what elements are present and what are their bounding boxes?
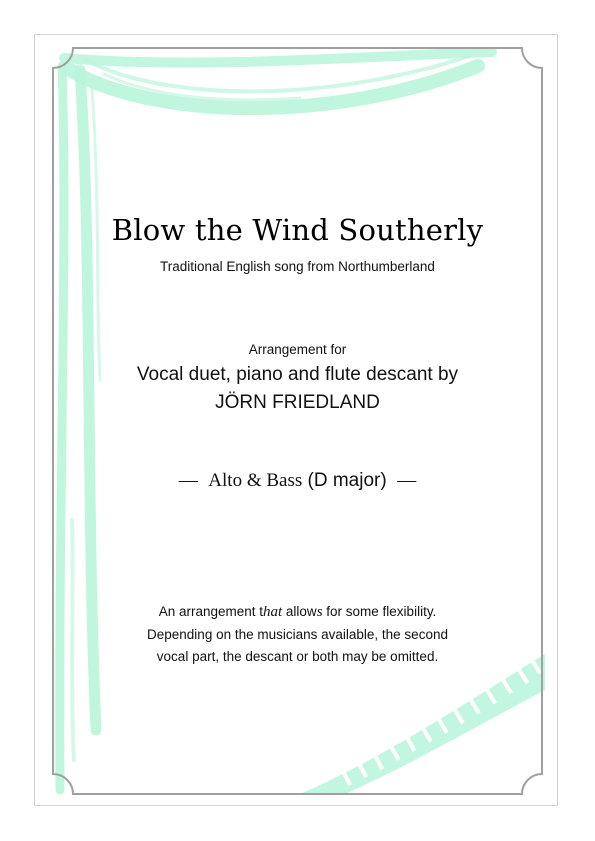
piano-keyboard-decoration — [300, 654, 545, 794]
note-line-3: vocal part, the descant or both may be omitted. — [156, 649, 439, 664]
song-subtitle: Traditional English song from Northumberland — [160, 259, 435, 274]
voicing-dash-left: — — [178, 470, 198, 491]
frame-border — [53, 48, 542, 794]
note-line-1-part-d: s — [316, 604, 323, 620]
voicing-dash-right: — — [397, 470, 417, 491]
arrangement-intro: Arrangement for — [248, 342, 347, 357]
arrangement-instrumentation: Vocal duet, piano and flute descant by — [136, 364, 459, 385]
note-line-1-part-a: An arrangement t — [158, 604, 263, 619]
song-title: Blow the Wind Southerly — [111, 213, 484, 247]
voicing-voices: Alto & Bass — [208, 470, 303, 491]
note-line-1 — [0, 604, 595, 621]
note-line-2: Depending on the musicians available, the second — [147, 627, 448, 642]
note-line-1-part-b: hat — [263, 604, 283, 620]
voicing-key: (D major) — [307, 470, 387, 491]
voicing-line — [0, 470, 595, 492]
note-line-1-part-c: allow — [282, 604, 317, 619]
note-line-1-part-e: for some flexibility. — [322, 604, 437, 619]
curtain-drape-decoration — [60, 52, 492, 790]
arranger-name: JÖRN FRIEDLAND — [215, 392, 380, 413]
